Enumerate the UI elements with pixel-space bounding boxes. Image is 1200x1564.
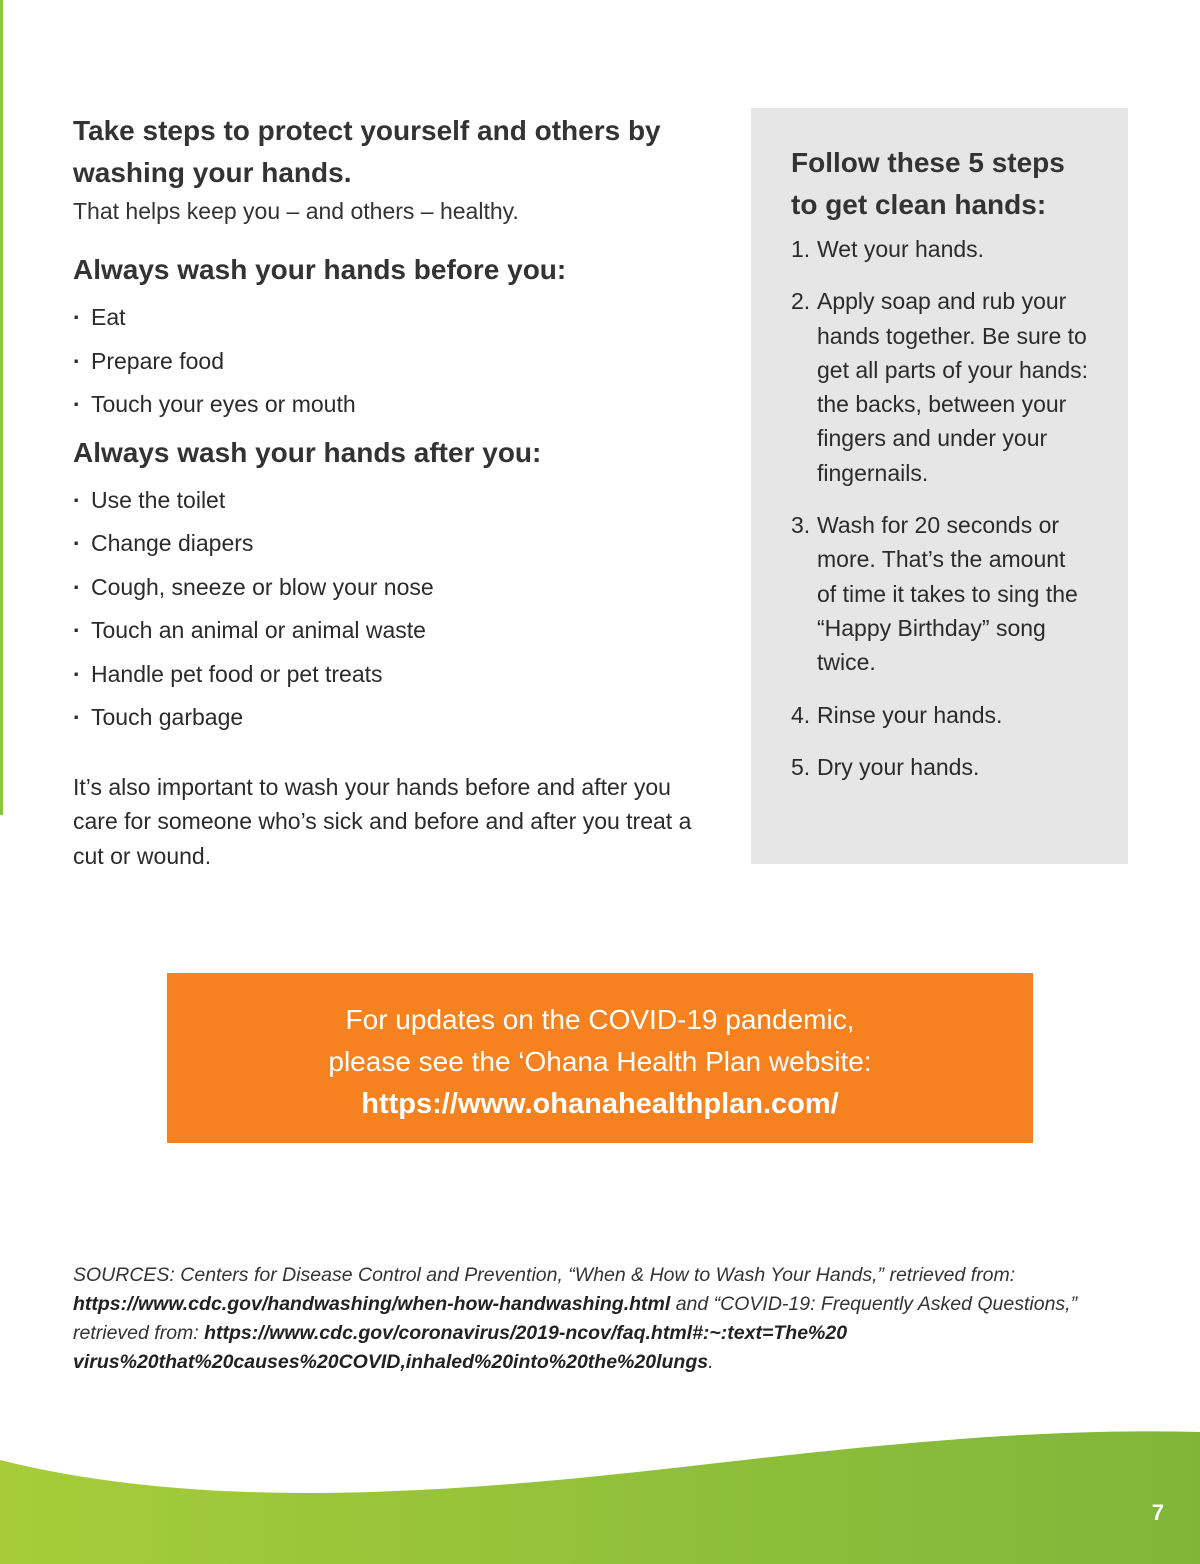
step-item [791,750,1091,784]
step-number: 5. [791,753,811,780]
list-item: · Prepare food [73,340,713,384]
step-number: 4. [791,701,811,728]
steps-title: Follow these 5 steps to get clean hands: [791,147,1065,220]
step-number: 2. [791,288,811,315]
step-text: Rinse your hands. [817,701,1003,728]
left-accent-rule [0,0,3,815]
step-text: Apply soap and rub your hands together. Be sure to get all parts of your hands: the backs, between your fingers and under your fingernails. [817,288,1089,486]
intro-heading: Take steps to protect yourself and others by washing your hands. [73,115,661,188]
after-list [73,479,713,740]
list-item: · Use the toilet [73,479,713,523]
left-column [73,110,713,873]
before-list [73,296,713,427]
list-item: · Handle pet food or pet treats [73,653,713,697]
steps-panel [751,108,1128,864]
steps-list [791,232,1091,784]
list-item: · Eat [73,296,713,340]
sources-prefix: SOURCES: Centers for Disease Control and Prevention, “When & How to Wash Your Hands,” retrieved from: [73,1264,1016,1286]
step-item [791,232,1091,266]
step-item [791,284,1091,490]
banner-website-link[interactable]: https://www.ohanahealthplan.com/ [361,1088,839,1120]
step-item [791,698,1091,732]
banner-line-1: For updates on the COVID-19 pandemic, [345,1004,855,1035]
list-item: · Touch an animal or animal waste [73,609,713,653]
step-text: Wash for 20 seconds or more. That’s the amount of time it takes to sing the “Happy Birthday” song twice. [817,512,1078,676]
covid-update-banner [167,973,1033,1143]
banner-line-2: please see the ‘Ohana Health Plan website: [328,1046,872,1077]
step-text: Wet your hands. [817,236,985,262]
list-item: · Touch garbage [73,696,713,740]
sources-middle: and “COVID-19: Frequently Asked Questions,” retrieved from: [73,1293,1078,1344]
sources-link-2[interactable]: https://www.cdc.gov/coronavirus/2019-ncov/faq.html#:~:text=The%20 virus%20that%20causes%20COVID,inhaled%20into%20the%20lungs [73,1322,848,1373]
care-note: It’s also important to wash your hands before and after you care for someone who’s sick and before and after you treat a cut or wound. [73,773,692,869]
list-item: · Cough, sneeze or blow your nose [73,566,713,610]
sources-link-1[interactable]: https://www.cdc.gov/handwashing/when-how-handwashing.html [73,1293,671,1315]
intro-subtitle: That helps keep you – and others – healthy. [73,198,519,224]
before-heading: Always wash your hands before you: [73,254,567,285]
after-heading: Always wash your hands after you: [73,436,542,468]
footer-green-wave [0,1420,1200,1564]
step-number: 1. [791,236,811,262]
list-item: · Change diapers [73,522,713,566]
list-item: · Touch your eyes or mouth [73,383,713,427]
step-text: Dry your hands. [817,753,980,780]
step-number: 3. [791,512,811,539]
page-number: 7 [1151,1500,1164,1525]
step-item [791,508,1091,679]
sources-suffix: . [708,1351,714,1373]
sources-citation [73,1261,1083,1377]
